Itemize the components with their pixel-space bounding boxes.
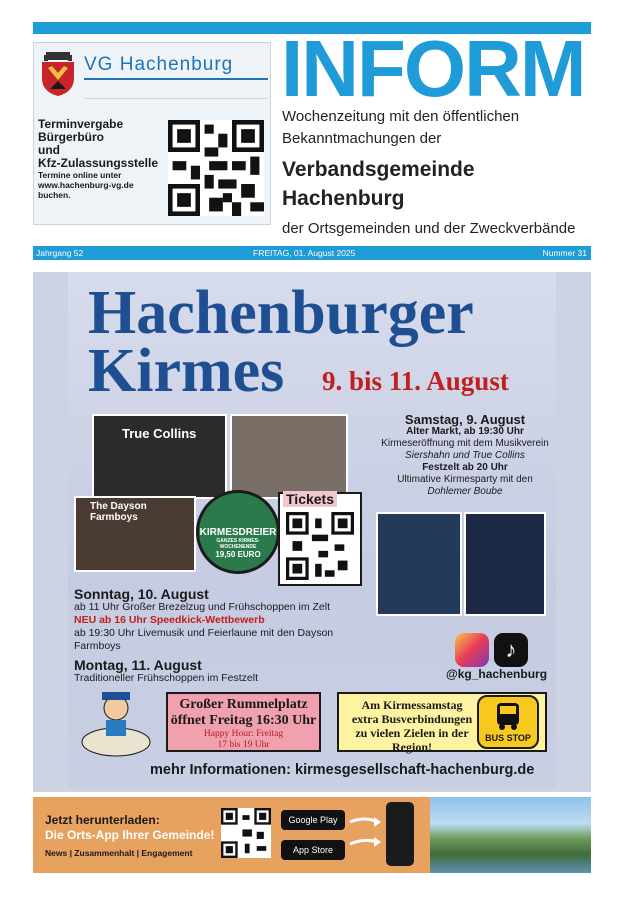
more-info-link[interactable]: mehr Informationen: kirmesgesellschaft-hachenburg.de [150, 762, 535, 778]
tagline-2: Bekanntmachungen der [282, 130, 442, 147]
verbandsgemeinde-label: Verbandsgemeinde [282, 158, 475, 181]
tickets-label: Tickets [283, 491, 337, 507]
termin-note-line[interactable]: www.hachenburg-vg.de [38, 180, 134, 190]
badge-subtitle: GANZES KIRMES-WOCHENENDE [216, 538, 260, 550]
tiktok-icon[interactable]: ♪ [494, 633, 528, 667]
bus-line: Am Kirmessamstag [361, 698, 463, 712]
termin-online-note [38, 170, 168, 200]
google-play-button[interactable]: Google Play [281, 810, 345, 830]
bus-icon [493, 701, 523, 731]
ad-subtitle: Die Orts-App Ihrer Gemeinde! [45, 828, 215, 842]
saturday-line: Ultimative Kirmesparty mit den [397, 474, 533, 485]
monday-heading: Montag, 11. August [74, 657, 202, 673]
app-qr-code[interactable] [221, 808, 271, 858]
true-collins-photo [92, 414, 227, 499]
bus-stop-label: BUS STOP [485, 733, 531, 743]
termin-note-line: buchen. [38, 190, 71, 200]
org-subline [84, 98, 268, 99]
rummelplatz-box [166, 692, 321, 752]
tagline-3: der Ortsgemeinden und der Zweckverbände [282, 220, 576, 237]
termin-qr-code[interactable] [168, 120, 264, 216]
sunday-heading: Sonntag, 10. August [74, 586, 209, 602]
rummel-line-3: Happy Hour: Freitag [203, 729, 284, 739]
org-divider [84, 78, 268, 80]
poster-title-1: Hachenburger [88, 279, 474, 347]
issue-year: Jahrgang 52 [36, 248, 84, 258]
bus-line: extra Busverbindungen [351, 712, 473, 726]
bus-stop-sign [477, 695, 539, 749]
bus-text [343, 698, 481, 754]
tagline-1: Wochenzeitung mit den öffentlichen [282, 108, 520, 125]
termin-line: und [38, 143, 60, 157]
termin-line: Terminvergabe [38, 117, 124, 131]
issue-number: Nummer 31 [542, 248, 587, 258]
termin-line: Bürgerbüro [38, 130, 104, 144]
true-collins-label: True Collins [122, 426, 197, 441]
ad-small-text: News | Zusammenhalt | Engagement [45, 848, 193, 858]
rummel-line-4: 17 bis 19 Uhr [217, 740, 270, 750]
top-blue-bar [33, 22, 591, 34]
saturday-line: Festzelt ab 20 Uhr [422, 462, 508, 473]
instagram-icon[interactable] [455, 633, 489, 667]
saturday-heading: Samstag, 9. August [404, 412, 526, 427]
crowd-photo-1 [376, 512, 462, 616]
ad-title: Jetzt herunterladen: [45, 813, 160, 827]
sunday-monday-schedule [74, 588, 374, 685]
coat-of-arms-icon [40, 52, 76, 96]
rummel-line-2: öffnet Freitag 16:30 Uhr [170, 713, 317, 728]
monday-line: Traditioneller Frühschoppen im Festzelt [74, 672, 259, 684]
saturday-schedule [380, 414, 550, 498]
bus-line: zu vielen Zielen in der [355, 726, 469, 740]
poster-dates: 9. bis 11. August [322, 366, 509, 396]
bus-line: Region! [392, 740, 432, 754]
saturday-line: Kirmeseröffnung mit dem Musikverein [381, 438, 549, 449]
kirmesdreier-badge [196, 490, 280, 574]
poster-title-2: Kirmes [88, 337, 285, 405]
sunday-line: ab 11 Uhr Großer Brezelzug und Frühschoppen im Zelt [74, 601, 331, 613]
arrow-icon [348, 812, 384, 852]
dayson-farmboys-photo [74, 496, 196, 572]
kirmesgesellschaft-logo-icon [78, 684, 154, 760]
issue-strip [33, 246, 591, 260]
sunday-line: ab 19:30 Uhr Livemusik und Feierlaune mit den Dayson Farmboys [74, 627, 334, 652]
termin-note-line: Termine online unter [38, 170, 122, 180]
crowd-photo-2 [464, 512, 546, 616]
dayson-farmboys-label: The Dayson Farmboys [90, 501, 147, 523]
band-photo [230, 414, 348, 499]
social-handle[interactable]: @kg_hachenburg [446, 667, 548, 681]
smartphone-icon [386, 802, 414, 866]
org-name: VG Hachenburg [84, 54, 234, 75]
app-store-button[interactable]: App Store [281, 840, 345, 860]
masthead-title: INFORM [281, 36, 585, 102]
termin-block [38, 118, 168, 170]
saturday-line: Siershahn und True Collins [405, 450, 525, 461]
saturday-line: Dohlemer Boube [427, 486, 503, 497]
badge-title: KIRMESDREIER [199, 527, 277, 538]
issue-date: FREITAG, 01. August 2025 [253, 248, 356, 258]
saturday-line: Alter Markt, ab 19:30 Uhr [406, 426, 524, 437]
sunday-line-new: NEU ab 16 Uhr Speedkick-Wettbewerb [74, 614, 265, 626]
termin-line: Kfz-Zulassungsstelle [38, 156, 159, 170]
tickets-qr-code[interactable] [286, 512, 354, 580]
rummel-line-1: Großer Rummelplatz [179, 697, 308, 712]
hachenburg-label: Hachenburg [282, 187, 405, 210]
badge-price: 19,50 EURO [215, 550, 261, 559]
landscape-photo [430, 797, 591, 873]
